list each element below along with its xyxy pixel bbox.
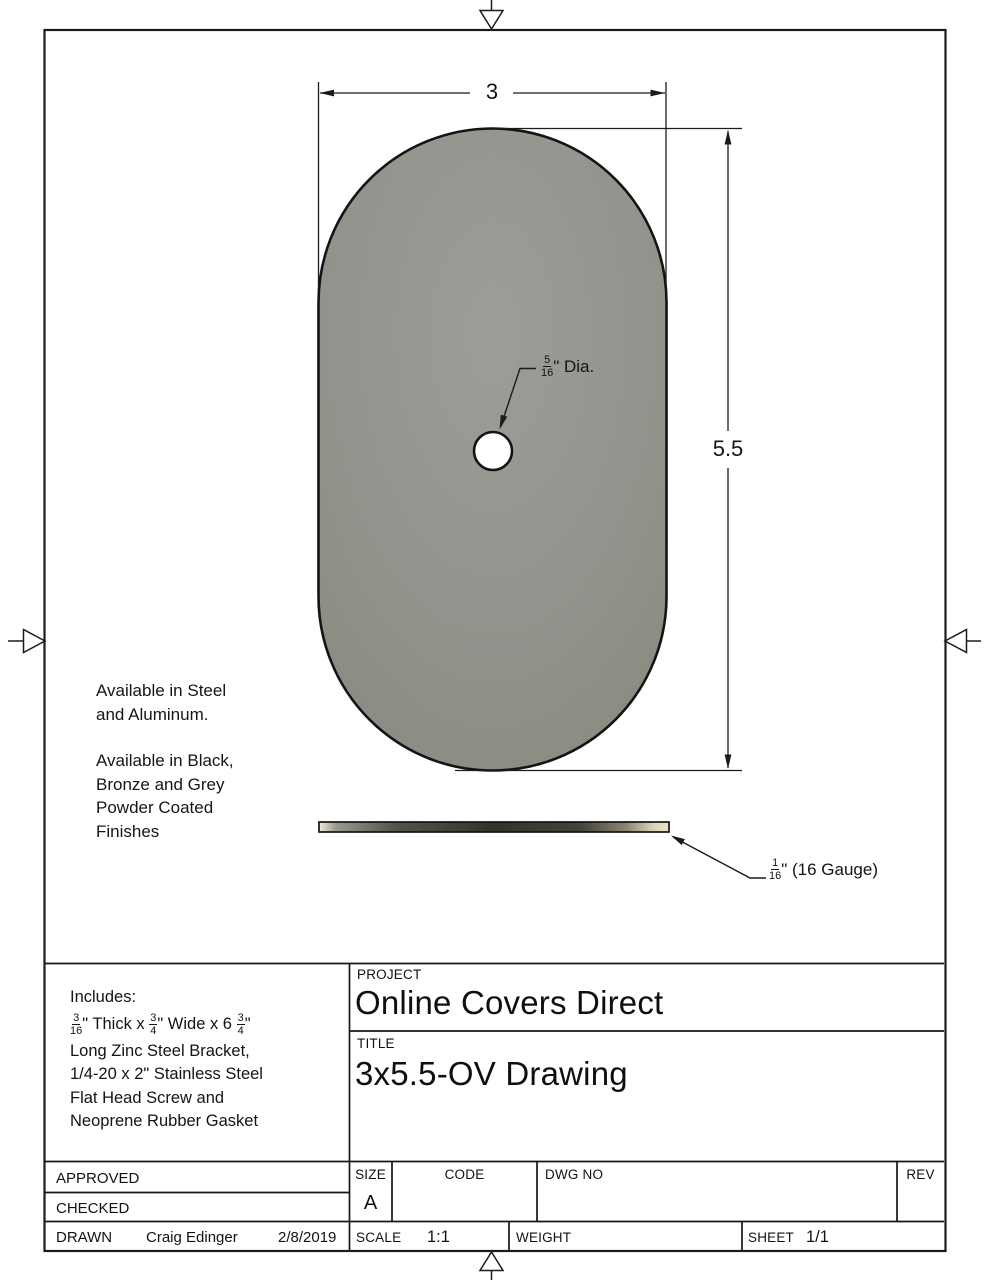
includes-heading: Includes: (70, 988, 137, 1006)
sheet-value: 1/1 (806, 1228, 829, 1246)
hole-diameter-fraction: $\frac{5}{16}$ (541, 354, 554, 380)
center-mark-bottom-icon (480, 1252, 503, 1280)
weight-label: WEIGHT (516, 1230, 572, 1245)
hole-diameter-callout: $\frac{5}{16}$ " Dia. (541, 354, 595, 380)
drawn-by: Craig Edinger (146, 1229, 238, 1246)
mounting-hole (474, 432, 512, 470)
size-label: SIZE (355, 1167, 386, 1182)
code-label: CODE (444, 1167, 485, 1182)
project-name: Online Covers Direct (355, 984, 664, 1021)
drawn-label: DRAWN (56, 1229, 113, 1246)
scale-label: SCALE (356, 1230, 402, 1245)
sheet-label: SHEET (748, 1230, 795, 1245)
part-side-view (319, 822, 669, 832)
scale-value: 1:1 (427, 1228, 450, 1246)
height-dimension-value: 5.5 (712, 436, 744, 461)
dwg-no-label: DWG NO (545, 1167, 604, 1182)
includes-note: Includes: $\frac{3}{16}$ " Thick x $\frac{3}{4}$ " Wide x 6 $\frac{3}{4}$ " Long Zinc Steel Bracket, 1/4-20 x 2" Stainless Steel Flat Head Screw and Neoprene Rubber Gasket (70, 986, 345, 1134)
finish-note: Available in Black, Bronze and Grey Powder Coated Finishes (96, 751, 234, 841)
title-label: TITLE (357, 1036, 395, 1051)
thickness-fraction: $\frac{1}{16}$ (769, 857, 782, 883)
approved-label: APPROVED (56, 1170, 140, 1187)
thickness-leader (671, 836, 766, 879)
rev-label: REV (906, 1167, 935, 1182)
checked-label: CHECKED (56, 1200, 130, 1217)
center-mark-right-icon (945, 630, 981, 653)
thickness-callout: $\frac{1}{16}$ " (16 Gauge) (769, 857, 879, 883)
size-value: A (363, 1192, 378, 1214)
drawn-date: 2/8/2019 (278, 1229, 337, 1246)
includes-spec-line: $\frac{3}{16}$ " Thick x $\frac{3}{4}$ " Wide x 6 $\frac{3}{4}$ " (70, 1011, 251, 1037)
material-note: Available in Steel and Aluminum. (96, 681, 227, 724)
drawing-title: 3x5.5-OV Drawing (355, 1055, 628, 1092)
width-dimension-value: 3 (485, 79, 499, 104)
center-mark-top-icon (480, 0, 503, 29)
project-label: PROJECT (357, 967, 422, 982)
center-mark-left-icon (8, 630, 45, 653)
